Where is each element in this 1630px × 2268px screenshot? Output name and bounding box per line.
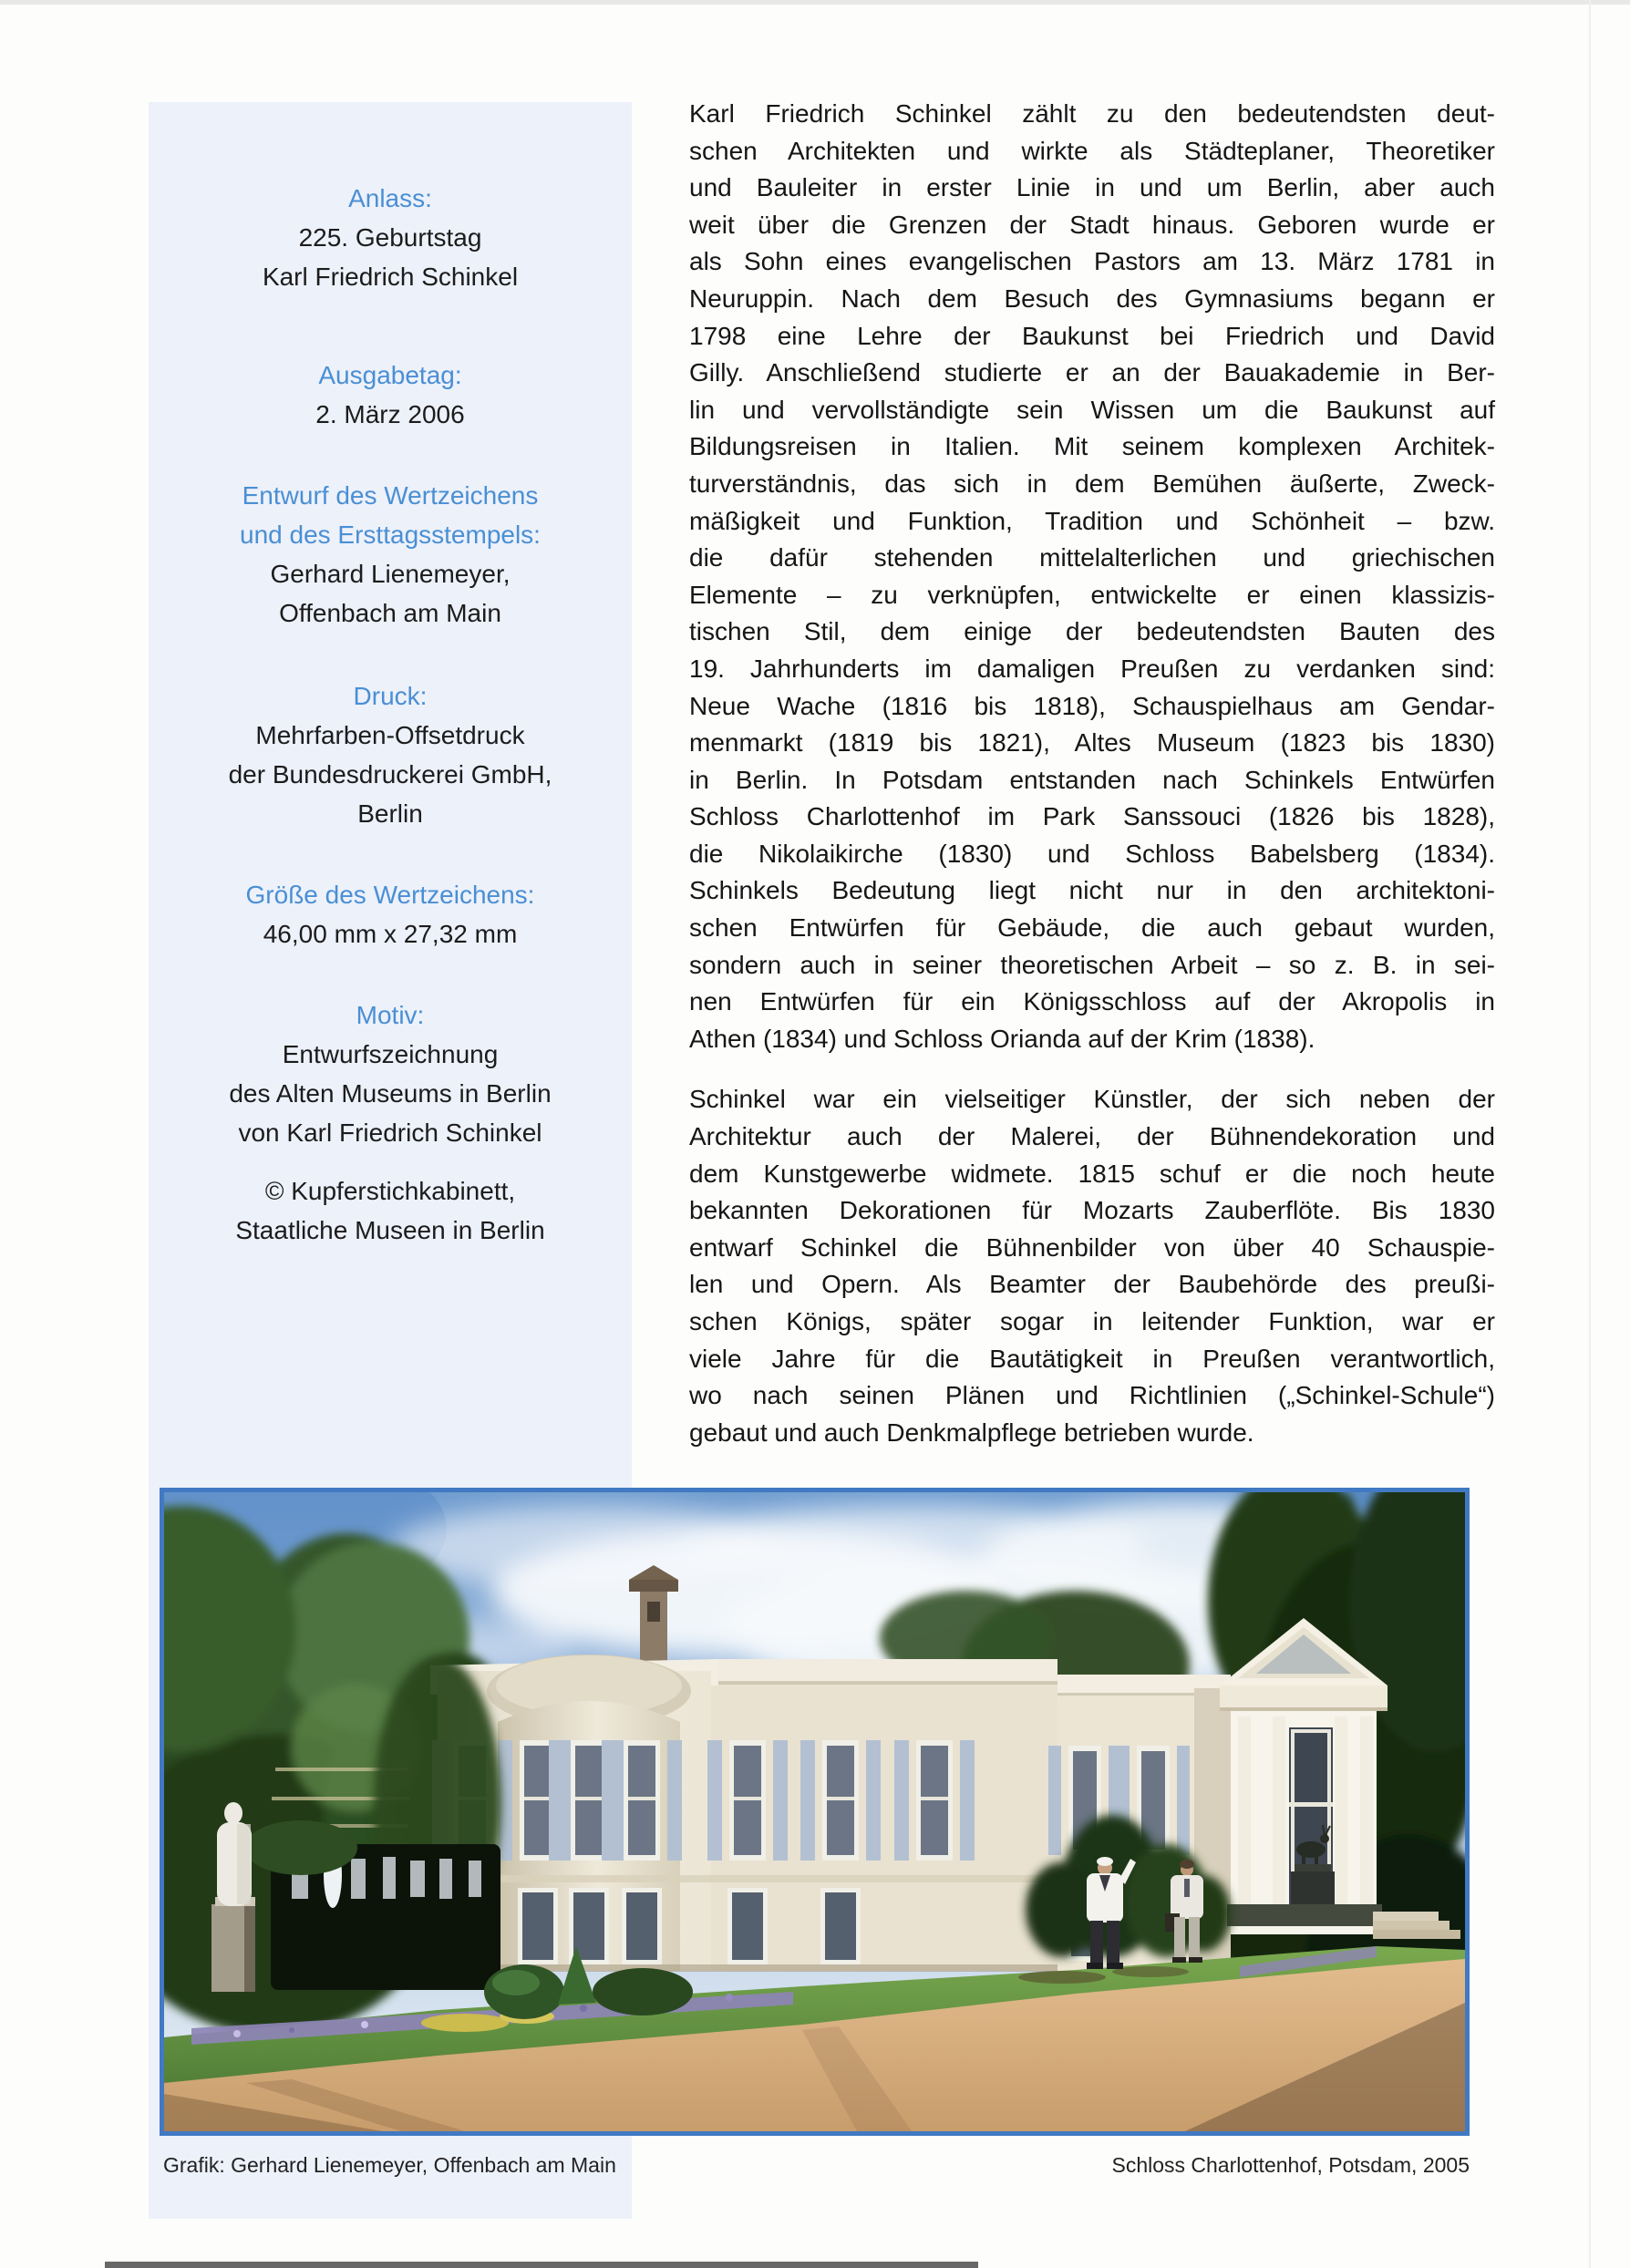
text-line: Mehrfarben-Offsetdruck [255, 721, 525, 749]
text-line: als Sohn eines evangelischen Pastors am 13. März 1781 in [689, 247, 1495, 276]
scan-edge-right [1589, 0, 1591, 2268]
text-line: © Kupferstichkabinett, [264, 1177, 516, 1205]
article-text [689, 96, 1495, 1451]
text-line: 19. Jahrhunderts im damaligen Preußen zu verdanken sind: [689, 654, 1495, 683]
info-block-anlass [149, 179, 632, 296]
scan-edge-top [0, 0, 1630, 5]
photo-image [164, 1492, 1465, 2131]
text-line: Karl Friedrich Schinkel [262, 263, 519, 291]
text-line: Architektur auch der Malerei, der Bühnendekoration und [689, 1122, 1495, 1151]
text-line: in Berlin. In Potsdam entstanden nach Schinkels Entwürfen [689, 765, 1495, 794]
text-line: entwarf Schinkel die Bühnenbilder von über 40 Schauspie- [689, 1232, 1495, 1262]
info-text [149, 395, 632, 434]
photo-credit: Grafik: Gerhard Lienemeyer, Offenbach am Main [163, 2153, 616, 2177]
info-heading [149, 179, 632, 218]
text-line: 225. Geburtstag [298, 223, 482, 252]
scan-artifact-line [105, 2262, 978, 2268]
text-line: nen Entwürfen für ein Königsschloss auf der Akropolis in [689, 987, 1495, 1016]
info-block-copyright [149, 1171, 632, 1250]
info-heading [149, 676, 632, 716]
info-heading [149, 476, 632, 554]
info-text [149, 1035, 632, 1152]
info-text [149, 716, 632, 833]
text-line: lin und vervollständigte sein Wissen um die Baukunst auf [689, 395, 1495, 424]
text-line: bekannten Dekorationen für Mozarts Zauberflöte. Bis 1830 [689, 1196, 1495, 1225]
text-line: 2. März 2006 [315, 400, 465, 428]
white-statue [211, 1802, 255, 1992]
info-block-ausgabetag [149, 356, 632, 434]
text-line: schen Königs, später sogar in leitender Funktion, war er [689, 1307, 1495, 1335]
text-line: Berlin [357, 799, 423, 828]
text-line: schen Architekten und wirkte als Städteplaner, Theoretiker [689, 136, 1495, 165]
text-line: Druck: [353, 682, 428, 710]
info-heading [149, 356, 632, 395]
text-line: weit über die Grenzen der Stadt hinaus. Geboren wurde er [689, 210, 1495, 239]
text-line: Staatliche Museen in Berlin [235, 1216, 545, 1244]
text-line: Schinkel war ein vielseitiger Künstler, der sich neben der [689, 1085, 1495, 1114]
info-block-entwurf [149, 476, 632, 633]
text-line: von Karl Friedrich Schinkel [238, 1119, 542, 1147]
text-line: len und Opern. Als Beamter der Baubehörde des preußi- [689, 1270, 1495, 1299]
text-line: Größe des Wertzeichens: [245, 881, 535, 909]
text-line: Ausgabetag: [318, 361, 462, 389]
text-line: Bildungsreisen in Italien. Mit seinem komplexen Architek- [689, 432, 1495, 461]
text-line: Neue Wache (1816 bis 1818), Schauspielhaus am Gendar- [689, 691, 1495, 720]
info-text [149, 554, 632, 633]
schloss-charlottenhof-photo [160, 1488, 1470, 2136]
text-line: Entwurfszeichnung [282, 1040, 499, 1068]
text-line: Elemente – zu verknüpfen, entwickelte er einen klassizis- [689, 580, 1495, 609]
paragraph-2 [689, 1081, 1495, 1451]
text-line: Motiv: [356, 1001, 425, 1029]
info-heading [149, 875, 632, 914]
info-heading [149, 995, 632, 1035]
text-line: Schloss Charlottenhof im Park Sanssouci (1826 bis 1828), [689, 802, 1495, 831]
text-line: und des Ersttagsstempels: [240, 521, 541, 549]
text-line: Entwurf des Wertzeichens [242, 481, 539, 510]
info-text [149, 218, 632, 296]
info-block-groesse [149, 875, 632, 954]
text-line: gebaut und auch Denkmalpflege betrieben wurde. [689, 1418, 1254, 1447]
text-line: menmarkt (1819 bis 1821), Altes Museum (1823 bis 1830) [689, 728, 1495, 758]
text-line: Schinkels Bedeutung liegt nicht nur in den architektoni- [689, 876, 1495, 905]
info-text [149, 914, 632, 954]
text-line: und Bauleiter in erster Linie in und um Berlin, aber auch [689, 173, 1495, 202]
text-line: Athen (1834) und Schloss Orianda auf der Krim (1838). [689, 1024, 1315, 1053]
text-line: die Nikolaikirche (1830) und Schloss Babelsberg (1834). [689, 839, 1495, 868]
text-line: mäßigkeit und Funktion, Tradition und Schönheit – bzw. [689, 506, 1495, 535]
text-line: die dafür stehenden mittelalterlichen und griechischen [689, 543, 1495, 572]
text-line: wo nach seinen Plänen und Richtlinien („Schinkel-Schule“) [689, 1381, 1495, 1410]
text-line: tischen Stil, dem einige der bedeutendsten Bauten des [689, 617, 1495, 646]
text-line: Offenbach am Main [279, 599, 501, 627]
text-line: schen Entwürfen für Gebäude, die auch gebaut wurden, [689, 913, 1495, 943]
text-line: Karl Friedrich Schinkel zählt zu den bedeutendsten deut- [689, 99, 1495, 128]
photo-caption: Schloss Charlottenhof, Potsdam, 2005 [1111, 2153, 1470, 2177]
text-line: Gerhard Lienemeyer, [270, 560, 511, 588]
info-block-motiv [149, 995, 632, 1152]
text-line: viele Jahre für die Bautätigkeit in Preußen verantwortlich, [689, 1344, 1495, 1373]
text-line: dem Kunstgewerbe widmete. 1815 schuf er die noch heute [689, 1159, 1495, 1188]
text-line: turverständnis, das sich in dem Bemühen äußerte, Zweck- [689, 469, 1495, 498]
text-line: sondern auch in seiner theoretischen Arbeit – so z. B. in sei- [689, 950, 1495, 979]
text-line: Gilly. Anschließend studierte er an der Bauakademie in Ber- [689, 358, 1495, 387]
text-line: 1798 eine Lehre der Baukunst bei Friedrich und David [689, 321, 1495, 350]
info-text [149, 1171, 632, 1250]
text-line: des Alten Museums in Berlin [229, 1079, 552, 1108]
text-line: der Bundesdruckerei GmbH, [228, 760, 552, 789]
info-block-druck [149, 676, 632, 833]
text-line: Anlass: [348, 184, 432, 212]
text-line: 46,00 mm x 27,32 mm [263, 920, 518, 948]
paragraph-1 [689, 96, 1495, 1057]
text-line: Neuruppin. Nach dem Besuch des Gymnasiums begann er [689, 284, 1495, 313]
